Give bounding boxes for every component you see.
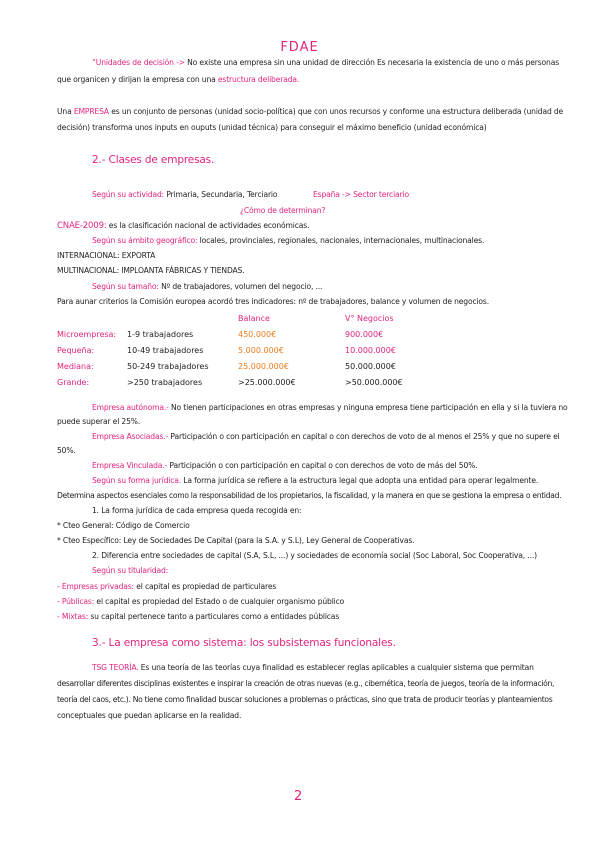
empresa-term: EMPRESA xyxy=(73,107,109,116)
activity-value: Primaria, Secundaria, Terciario xyxy=(164,190,278,199)
geo-label: Según su ámbito geográfico: xyxy=(92,236,198,245)
deliberate-structure-term: estructura deliberada. xyxy=(217,75,300,84)
international-line: INTERNACIONAL: EXPORTA xyxy=(57,251,156,260)
section-3-heading: 3.- La empresa como sistema: los subsistemas funcionales. xyxy=(92,637,396,649)
table-row-balance: 450.000€ xyxy=(238,330,277,339)
asociadas-line-2: 50%. xyxy=(57,446,76,455)
tsg-line-3: teoría del caos, etc.). No tiene como finalidad buscar soluciones a problemas o prácticas, sino que trata de producir teorías y planteamientos xyxy=(57,695,553,704)
table-header-balance: Balance xyxy=(238,314,270,323)
mixtas-value: su capital pertenece tanto a particulares como a entidades públicas xyxy=(88,612,340,621)
decision-units-line-2 xyxy=(57,75,299,85)
vinculada-line xyxy=(92,461,477,471)
activity-line xyxy=(92,190,277,200)
page-title: FDAE xyxy=(280,40,319,55)
bullet-specific-code: * Cteo Específico: Ley de Sociedades De Capital (para la S.A. y S.L), Ley General de Cooperativas. xyxy=(57,536,415,545)
autonoma-line-1 xyxy=(92,403,568,413)
table-row-workers: 50-249 trabajadores xyxy=(127,362,209,371)
table-row-label: Pequeña: xyxy=(57,346,95,355)
vinculada-text: Participación o con participación en capital o con derechos de voto de más del 50%. xyxy=(167,461,478,470)
juridica-line-2: Determina aspectos esenciales como la responsabilidad de los propietarios, la fiscalidad, y la manera en que se gestiona la empresa o entidad. xyxy=(57,491,562,500)
cnae-label: CNAE-2009: xyxy=(57,221,107,231)
size-line xyxy=(92,282,322,292)
determine-question: ¿Cómo de determinan? xyxy=(240,206,326,215)
mixtas-label: - Mixtas: xyxy=(57,612,89,621)
size-value: Nº de trabajadores, volumen del negocio, ... xyxy=(158,282,323,291)
table-header-volume: V° Negocios xyxy=(345,314,394,323)
tsg-line-1 xyxy=(92,663,534,673)
asociadas-text: Participación o con participación en capital o con derechos de voto de al menos el 25% y que no supere el xyxy=(168,432,560,441)
table-row-volume: 50.000.000€ xyxy=(345,362,396,371)
table-row-label: Mediana: xyxy=(57,362,94,371)
table-row-label: Microempresa: xyxy=(57,330,117,339)
cnae-line xyxy=(57,221,309,231)
geo-line xyxy=(92,236,484,246)
multinational-line: MULTINACIONAL: IMPLOANTA FÁBRICAS Y TIENDAS. xyxy=(57,266,245,275)
juridica-label: Según su forma jurídica. xyxy=(92,476,182,485)
empresa-definition-line-1 xyxy=(57,107,563,117)
privadas-value: el capital es propiedad de particulares xyxy=(133,582,277,591)
titularidad-label: Según su titularidad: xyxy=(92,566,169,575)
table-row-balance: >25.000.000€ xyxy=(238,378,296,387)
publicas-value: el capital es propiedad del Estado o de cualquier organismo público xyxy=(94,597,345,606)
empresa-definition-text: es un conjunto de personas (unidad socio-política) que con unos recursos y conforme una estructura deliberada (unidad de xyxy=(108,107,564,116)
privadas-label: - Empresas privadas: xyxy=(57,582,134,591)
tsg-text: Es una teoría de las teorías cuya finalidad es establecer reglas aplicables a cualquier sistema que permitan xyxy=(138,663,534,672)
vinculada-label: Empresa Vinculada.- xyxy=(92,461,168,470)
tsg-label: TSG TEORÍA. xyxy=(92,663,139,672)
size-label: Según su tamaño: xyxy=(92,282,159,291)
empresa-prefix: Una xyxy=(57,107,74,116)
decision-units-text: No existe una empresa sin una unidad de dirección Es necesaria la existencia de uno o más personas xyxy=(187,58,560,67)
table-row-volume: 10.000.000€ xyxy=(345,346,396,355)
publicas-label: - Públicas: xyxy=(57,597,95,606)
asociadas-label: Empresa Asociadas.- xyxy=(92,432,169,441)
asociadas-line-1 xyxy=(92,432,560,442)
eu-criteria-line: Para aunar criterios la Comisión europea acordó tres indicadores: nº de trabajadores, balance y volumen de negocios. xyxy=(57,297,490,306)
autonoma-line-2: puede superar el 25%. xyxy=(57,417,141,426)
table-row-label: Grande: xyxy=(57,378,90,387)
juridica-line-4: 2. Diferencia entre sociedades de capital (S.A, S.L, ...) y sociedades de economía social (Soc Laboral, Soc Cooperativa, ...) xyxy=(92,551,537,560)
decision-units-line-1 xyxy=(92,58,559,68)
juridica-text: La forma jurídica se refiere a la estructura legal que adopta una entidad para operar legalmente. xyxy=(181,476,539,485)
page-number: 2 xyxy=(294,789,303,804)
publicas-line xyxy=(57,597,344,607)
table-row-balance: 25.000.000€ xyxy=(238,362,289,371)
empresa-definition-line-2: decisión) transforma unos inputs en ouputs (unidad técnica) para conseguir el máximo beneficio (unidad económica) xyxy=(57,123,487,132)
section-2-heading: 2.- Clases de empresas. xyxy=(92,154,215,166)
tsg-line-4: conceptuales que puedan aplicarse en la realidad. xyxy=(57,711,242,720)
autonoma-text: No tienen participaciones en otras empresas y ninguna empresa tiene participación en ella y si la tuviera no xyxy=(168,403,568,412)
tsg-line-2: desarrollar diferentes disciplinas existentes e inspirar la creación de otras nuevas (e.g., cibernética, teoría de juegos, teoría de la información, xyxy=(57,679,555,688)
table-row-balance: 5.000.000€ xyxy=(238,346,284,355)
table-row-volume: 900.000€ xyxy=(345,330,384,339)
spain-sector-note: España -> Sector terciario xyxy=(313,190,409,199)
table-row-volume: >50.000.000€ xyxy=(345,378,403,387)
table-row-workers: 10-49 trabajadores xyxy=(127,346,204,355)
bullet-general-code: * Cteo General: Código de Comercio xyxy=(57,521,190,530)
mixtas-line xyxy=(57,612,339,622)
decision-units-text-2: que organicen y dirijan la empresa con una xyxy=(57,75,218,84)
table-row-workers: 1-9 trabajadores xyxy=(127,330,194,339)
table-row-workers: >250 trabajadores xyxy=(127,378,203,387)
cnae-value: es la clasificación nacional de actividades económicas. xyxy=(106,221,310,230)
decision-units-label: “Unidades de decisión -> xyxy=(92,58,188,67)
geo-value: locales, provinciales, regionales, nacionales, internacionales, multinacionales. xyxy=(197,236,485,245)
privadas-line xyxy=(57,582,276,592)
juridica-line-3: 1. La forma jurídica de cada empresa queda recogida en: xyxy=(92,506,302,515)
activity-label: Según su actividad: xyxy=(92,190,165,199)
juridica-line-1 xyxy=(92,476,538,486)
autonoma-label: Empresa autónoma.- xyxy=(92,403,169,412)
